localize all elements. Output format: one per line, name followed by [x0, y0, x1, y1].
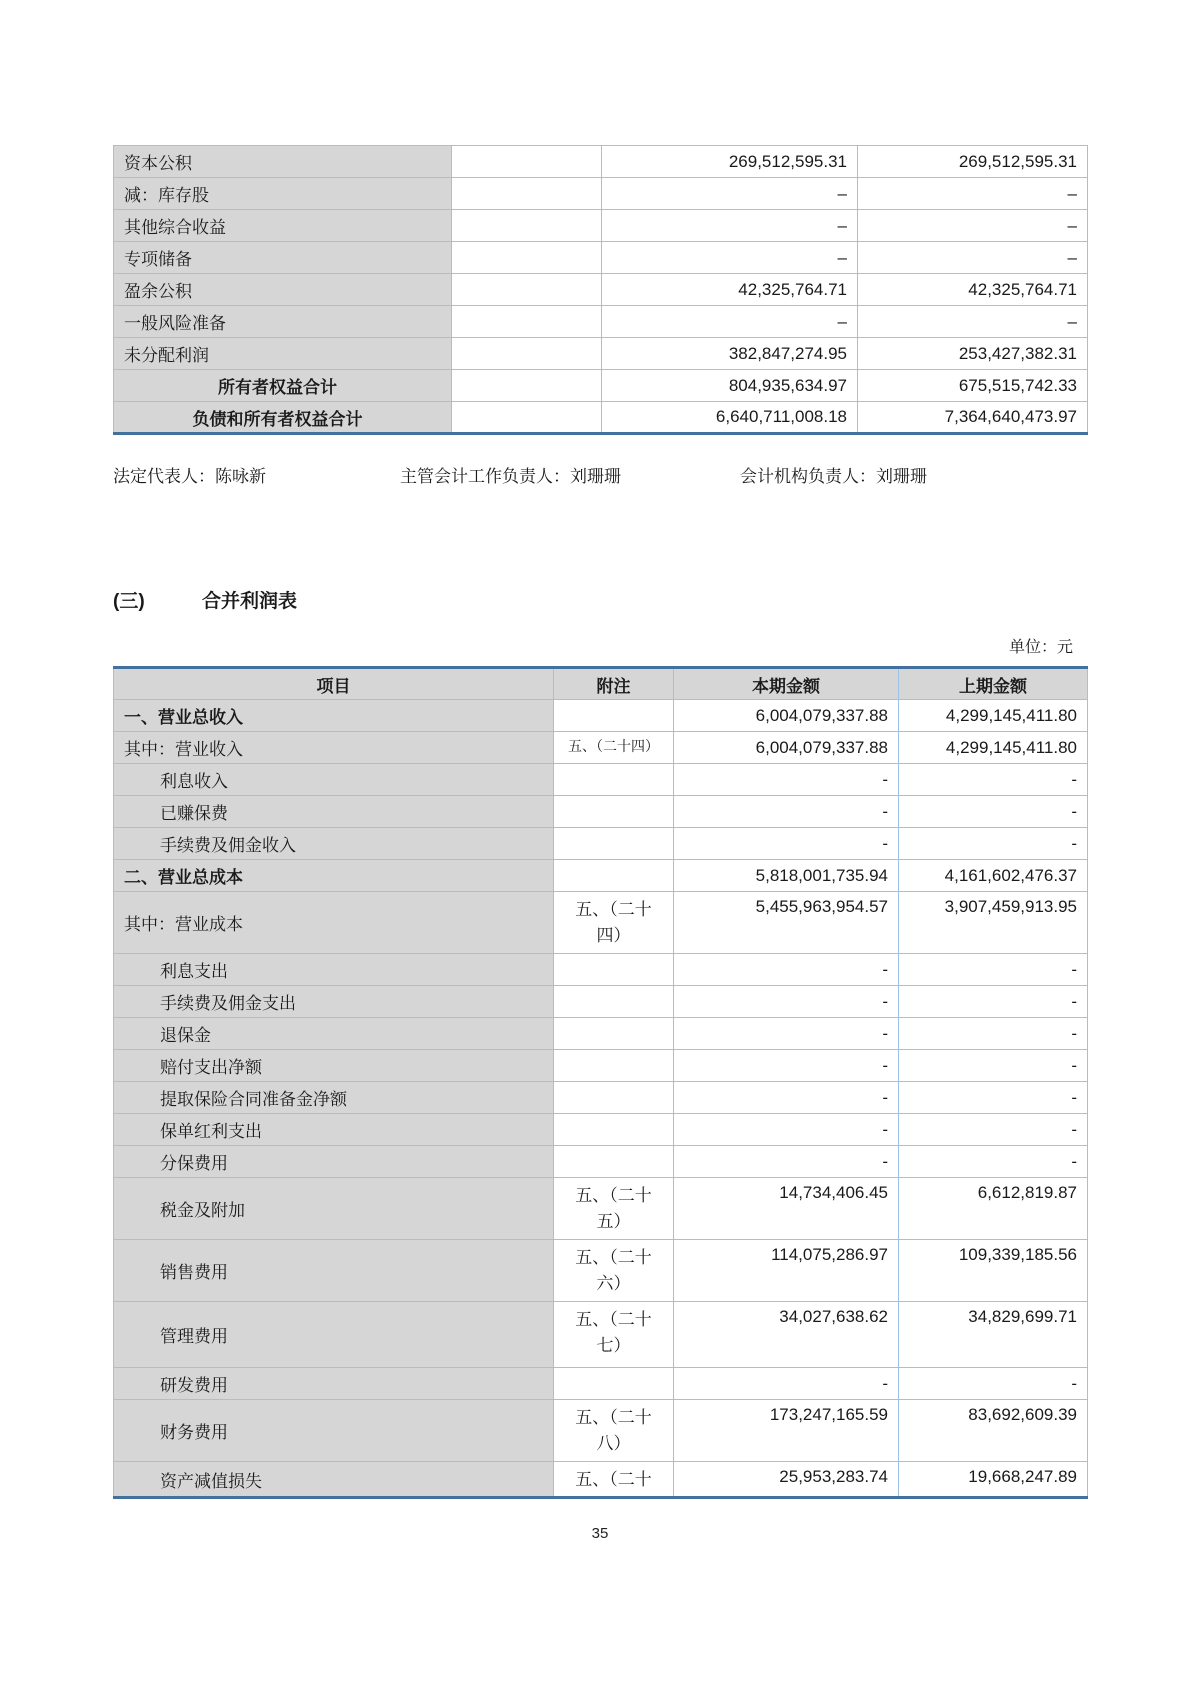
previous-amount-cell: 4,299,145,411.80: [899, 700, 1088, 732]
previous-amount-cell: –: [858, 242, 1088, 274]
table-row: [114, 1462, 1088, 1498]
current-amount-cell: 5,455,963,954.57: [674, 892, 899, 954]
previous-amount-cell: 4,161,602,476.37: [899, 860, 1088, 892]
previous-amount-cell: -: [899, 828, 1088, 860]
current-amount-cell: 34,027,638.62: [674, 1302, 899, 1368]
item-label-cell: 一般风险准备: [114, 306, 452, 338]
table-row: [114, 732, 1088, 764]
header-row: [114, 668, 1088, 700]
table-row: [114, 274, 1088, 306]
note-cell: [554, 954, 674, 986]
note-line-text: 五、（二十: [575, 1310, 652, 1329]
item-label-cell: 分保费用: [114, 1146, 554, 1178]
previous-amount-cell: -: [899, 1114, 1088, 1146]
current-amount-cell: -: [674, 1082, 899, 1114]
item-label-cell: 手续费及佣金收入: [114, 828, 554, 860]
note-line-text: 五、（二十: [575, 1248, 652, 1267]
table-row: [114, 892, 1088, 954]
current-amount-cell: -: [674, 1018, 899, 1050]
current-amount-cell: -: [674, 954, 899, 986]
table-row: [114, 210, 1088, 242]
table-row: [114, 242, 1088, 274]
note-cell: [554, 986, 674, 1018]
previous-amount-cell: -: [899, 1146, 1088, 1178]
table-row: [114, 1146, 1088, 1178]
current-amount-cell: 5,818,001,735.94: [674, 860, 899, 892]
item-label-cell: 税金及附加: [114, 1178, 554, 1240]
note-cell: [554, 1178, 674, 1240]
table-row: [114, 1302, 1088, 1368]
current-amount-cell: 6,640,711,008.18: [602, 402, 858, 434]
table-row: [114, 860, 1088, 892]
item-label-cell: 赔付支出净额: [114, 1050, 554, 1082]
previous-amount-cell: 269,512,595.31: [858, 146, 1088, 178]
section-title: 合并利润表: [201, 591, 297, 612]
balance-sheet-table: [113, 145, 1088, 435]
current-amount-cell: -: [674, 796, 899, 828]
note-cell: [452, 274, 602, 306]
note-cell: [452, 242, 602, 274]
previous-amount-cell: –: [858, 178, 1088, 210]
current-amount-cell: 25,953,283.74: [674, 1462, 899, 1498]
note-cell: [452, 338, 602, 370]
section-number: (三): [113, 591, 145, 612]
table-row: [114, 402, 1088, 434]
item-label-cell: 专项储备: [114, 242, 452, 274]
note-line-text: 五）: [596, 1212, 631, 1232]
previous-amount-cell: -: [899, 796, 1088, 828]
current-amount-cell: –: [602, 306, 858, 338]
item-label-cell: 研发费用: [114, 1368, 554, 1400]
note-cell: [554, 1018, 674, 1050]
current-amount-cell: -: [674, 1368, 899, 1400]
item-label-cell: 资产减值损失: [114, 1462, 554, 1498]
note-line-text: 四）: [596, 926, 631, 946]
note-cell: [554, 700, 674, 732]
item-label-cell: 利息支出: [114, 954, 554, 986]
note-cell: [554, 796, 674, 828]
column-header-cell: 附注: [554, 668, 674, 700]
table-row: [114, 146, 1088, 178]
previous-amount-cell: -: [899, 764, 1088, 796]
item-label-cell: 盈余公积: [114, 274, 452, 306]
table-row: [114, 1400, 1088, 1462]
table-row: [114, 306, 1088, 338]
current-amount-cell: 382,847,274.95: [602, 338, 858, 370]
table-row: [114, 1178, 1088, 1240]
note-cell: 五、（二十: [554, 1462, 674, 1498]
current-amount-cell: -: [674, 828, 899, 860]
note-cell: [554, 1302, 674, 1368]
current-amount-cell: 6,004,079,337.88: [674, 700, 899, 732]
table-row: [114, 1240, 1088, 1302]
item-label-cell: 利息收入: [114, 764, 554, 796]
note-cell: [554, 892, 674, 954]
current-amount-cell: -: [674, 764, 899, 796]
note-cell: [452, 146, 602, 178]
column-header-cell: 上期金额: [899, 668, 1088, 700]
item-label-cell: 二、营业总成本: [114, 860, 554, 892]
current-amount-cell: -: [674, 1050, 899, 1082]
item-label-cell: 保单红利支出: [114, 1114, 554, 1146]
legal-representative-text: 法定代表人：陈咏新: [113, 467, 266, 486]
current-amount-cell: –: [602, 210, 858, 242]
table-row: [114, 1018, 1088, 1050]
previous-amount-cell: 3,907,459,913.95: [899, 892, 1088, 954]
current-amount-cell: 173,247,165.59: [674, 1400, 899, 1462]
note-cell: [554, 828, 674, 860]
item-label-cell: 负债和所有者权益合计: [114, 402, 452, 434]
previous-amount-cell: 253,427,382.31: [858, 338, 1088, 370]
previous-amount-cell: 83,692,609.39: [899, 1400, 1088, 1462]
previous-amount-cell: 42,325,764.71: [858, 274, 1088, 306]
table-row: [114, 1050, 1088, 1082]
note-line-text: 五、（二十: [575, 1186, 652, 1205]
item-label-cell: 一、营业总收入: [114, 700, 554, 732]
note-cell: [452, 210, 602, 242]
table-row: [114, 986, 1088, 1018]
document-page: [113, 0, 1087, 1542]
note-cell: [554, 764, 674, 796]
note-cell: [554, 860, 674, 892]
previous-amount-cell: -: [899, 1368, 1088, 1400]
previous-amount-cell: -: [899, 954, 1088, 986]
item-label-cell: 资本公积: [114, 146, 452, 178]
current-amount-cell: -: [674, 1114, 899, 1146]
previous-amount-cell: -: [899, 986, 1088, 1018]
note-line-text: 五、（二十: [575, 900, 652, 919]
previous-amount-cell: -: [899, 1050, 1088, 1082]
current-amount-cell: 14,734,406.45: [674, 1178, 899, 1240]
item-label-cell: 未分配利润: [114, 338, 452, 370]
table-row: [114, 338, 1088, 370]
previous-amount-cell: 109,339,185.56: [899, 1240, 1088, 1302]
item-label-cell: 手续费及佣金支出: [114, 986, 554, 1018]
current-amount-cell: –: [602, 178, 858, 210]
previous-amount-cell: 7,364,640,473.97: [858, 402, 1088, 434]
note-cell: [554, 1050, 674, 1082]
note-cell: [452, 306, 602, 338]
previous-amount-cell: 675,515,742.33: [858, 370, 1088, 402]
table-row: [114, 1082, 1088, 1114]
unit-label: 单位：元: [1008, 639, 1073, 656]
note-line-text: 七）: [596, 1336, 631, 1356]
table-row: [114, 828, 1088, 860]
item-label-cell: 已赚保费: [114, 796, 554, 828]
item-label-cell: 财务费用: [114, 1400, 554, 1462]
current-amount-cell: 114,075,286.97: [674, 1240, 899, 1302]
note-line-text: 五、（二十: [575, 1408, 652, 1427]
note-cell: [452, 370, 602, 402]
previous-amount-cell: –: [858, 306, 1088, 338]
note-cell: 五、（二十四）: [554, 732, 674, 764]
item-label-cell: 减：库存股: [114, 178, 452, 210]
table-row: [114, 764, 1088, 796]
column-header-cell: 项目: [114, 668, 554, 700]
previous-amount-cell: 34,829,699.71: [899, 1302, 1088, 1368]
note-cell: [452, 178, 602, 210]
item-label-cell: 其中：营业成本: [114, 892, 554, 954]
previous-amount-cell: –: [858, 210, 1088, 242]
item-label-cell: 退保金: [114, 1018, 554, 1050]
note-cell: [554, 1082, 674, 1114]
current-amount-cell: 6,004,079,337.88: [674, 732, 899, 764]
accounting-org-head-text: 会计机构负责人：刘珊珊: [740, 467, 927, 486]
chief-accountant-text: 主管会计工作负责人：刘珊珊: [400, 467, 621, 486]
previous-amount-cell: 6,612,819.87: [899, 1178, 1088, 1240]
item-label-cell: 其他综合收益: [114, 210, 452, 242]
table-row: [114, 700, 1088, 732]
item-label-cell: 所有者权益合计: [114, 370, 452, 402]
table-row: [114, 370, 1088, 402]
previous-amount-cell: -: [899, 1082, 1088, 1114]
table-row: [114, 1114, 1088, 1146]
note-cell: [554, 1146, 674, 1178]
income-statement-table: [113, 666, 1088, 1499]
item-label-cell: 提取保险合同准备金净额: [114, 1082, 554, 1114]
previous-amount-cell: 4,299,145,411.80: [899, 732, 1088, 764]
item-label-cell: 其中：营业收入: [114, 732, 554, 764]
current-amount-cell: -: [674, 1146, 899, 1178]
section-heading: [113, 586, 1087, 612]
note-cell: [554, 1114, 674, 1146]
table-row: [114, 178, 1088, 210]
previous-amount-cell: 19,668,247.89: [899, 1462, 1088, 1498]
previous-amount-cell: -: [899, 1018, 1088, 1050]
note-cell: [554, 1400, 674, 1462]
current-amount-cell: 269,512,595.31: [602, 146, 858, 178]
note-cell: [554, 1368, 674, 1400]
note-cell: [554, 1240, 674, 1302]
table-row: [114, 796, 1088, 828]
note-line-text: 八）: [596, 1434, 631, 1454]
signature-line: [113, 462, 1087, 484]
table-row: [114, 954, 1088, 986]
note-cell: [452, 402, 602, 434]
table-row: [114, 1368, 1088, 1400]
page-number: 35: [591, 1525, 609, 1542]
item-label-cell: 销售费用: [114, 1240, 554, 1302]
column-header-cell: 本期金额: [674, 668, 899, 700]
item-label-cell: 管理费用: [114, 1302, 554, 1368]
current-amount-cell: 804,935,634.97: [602, 370, 858, 402]
note-line-text: 六）: [596, 1274, 631, 1294]
current-amount-cell: –: [602, 242, 858, 274]
current-amount-cell: -: [674, 986, 899, 1018]
current-amount-cell: 42,325,764.71: [602, 274, 858, 306]
